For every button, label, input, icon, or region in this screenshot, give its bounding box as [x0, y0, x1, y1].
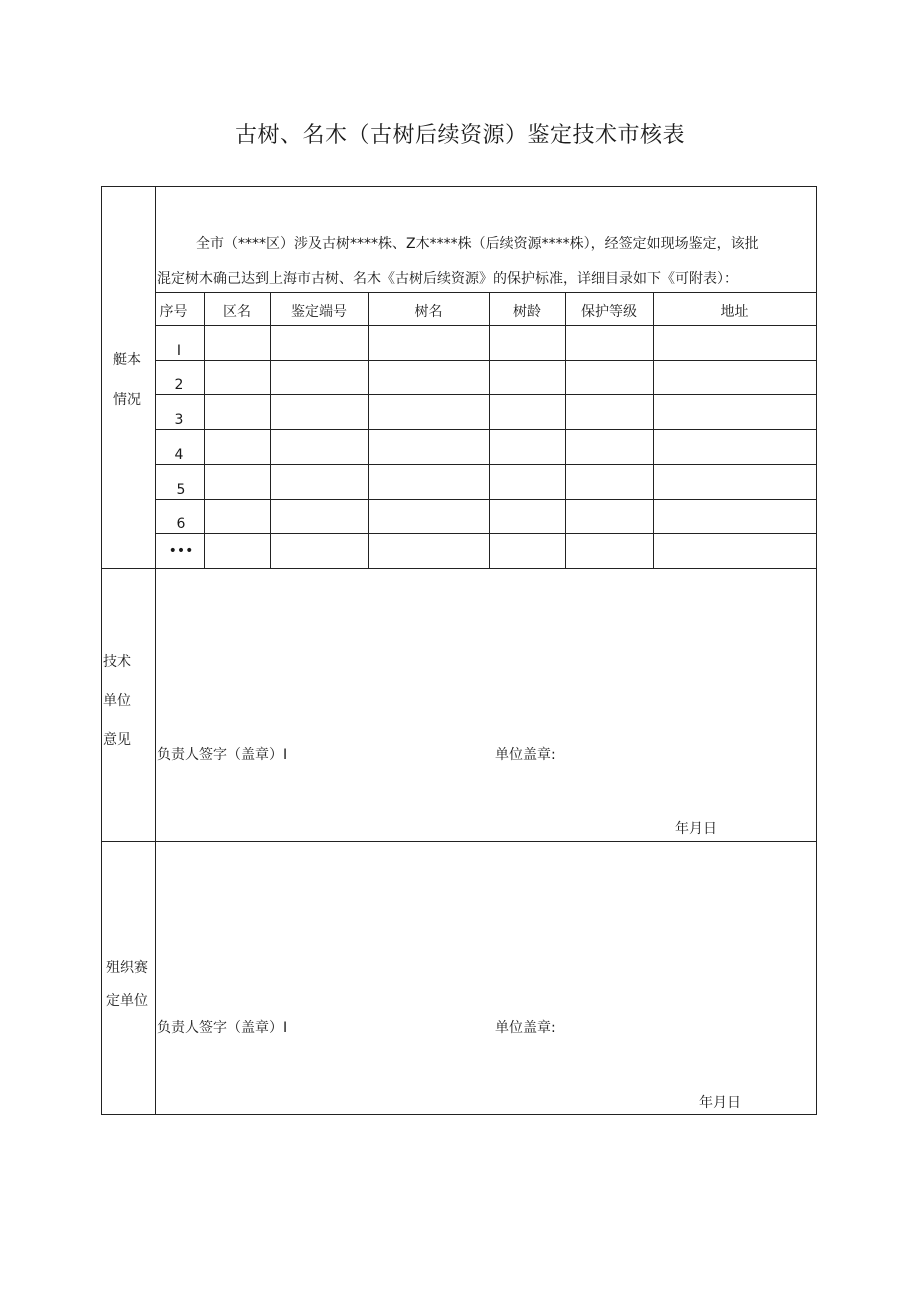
- grid-col-line: [270, 292, 271, 568]
- tech-unit-date-label: 年月日: [675, 821, 717, 837]
- grid-col-line: [368, 292, 369, 568]
- column-header-appraisal-no: 鉴定端号: [291, 304, 347, 320]
- grid-row-line: [155, 429, 816, 430]
- column-header-address: 地址: [720, 304, 749, 320]
- grid-top-line: [155, 292, 816, 293]
- row-number: 4: [174, 447, 184, 463]
- column-header-protection-level: 保护等级: [581, 304, 637, 320]
- review-form-table: [101, 186, 817, 1115]
- grid-col-line: [653, 292, 654, 568]
- grid-row-line: [155, 464, 816, 465]
- section-divider-1: [102, 568, 816, 569]
- tech-unit-label-line2: 单位: [103, 693, 131, 709]
- row-number: I: [176, 343, 182, 359]
- grid-row-line: [155, 533, 816, 534]
- tech-unit-label-line1: 技术: [103, 654, 131, 670]
- grid-row-line: [155, 499, 816, 500]
- intro-text-line2: 混定树木确己达到上海市古树、名木《古树后续资源》的保护标准，详细目录如下《可附表）：: [157, 271, 738, 287]
- org-unit-label-line2: 定单位: [106, 993, 148, 1009]
- grid-header-line: [155, 325, 816, 326]
- row-number: 2: [174, 377, 184, 393]
- tech-unit-label-line3: 意见: [103, 732, 131, 748]
- intro-text-line1: 全市（****区）涉及古树****株、Z木****株（后续资源****株），经签定如现场鉴定，该批: [196, 236, 759, 252]
- row-number: 5: [176, 482, 186, 498]
- basic-info-label-line1: 艇本: [113, 352, 141, 368]
- org-unit-date-label: 年月日: [699, 1095, 741, 1111]
- tech-unit-signature-label: 负责人签字（盖章）I: [157, 747, 288, 763]
- row-number: •••: [168, 543, 194, 559]
- org-unit-seal-label: 单位盖章:: [495, 1020, 556, 1036]
- row-number: 6: [176, 516, 186, 532]
- column-header-seq: 序号: [159, 304, 188, 320]
- page-title: 古树、名木（古树后续资源）鉴定技术市核表: [234, 123, 685, 148]
- basic-info-label-line2: 情况: [113, 392, 141, 408]
- row-number: 3: [174, 412, 184, 428]
- label-column-divider: [155, 187, 156, 1114]
- column-header-tree-name: 树名: [414, 304, 443, 320]
- grid-col-line: [565, 292, 566, 568]
- grid-col-line: [489, 292, 490, 568]
- column-header-tree-age: 树龄: [513, 304, 541, 320]
- grid-row-line: [155, 394, 816, 395]
- section-divider-2: [102, 841, 816, 842]
- tech-unit-seal-label: 单位盖章:: [495, 747, 556, 763]
- org-unit-label-line1: 殂织赛: [106, 960, 148, 976]
- org-unit-signature-label: 负责人签字（盖章）I: [157, 1020, 288, 1036]
- column-header-district: 区名: [223, 304, 251, 320]
- grid-row-line: [155, 360, 816, 361]
